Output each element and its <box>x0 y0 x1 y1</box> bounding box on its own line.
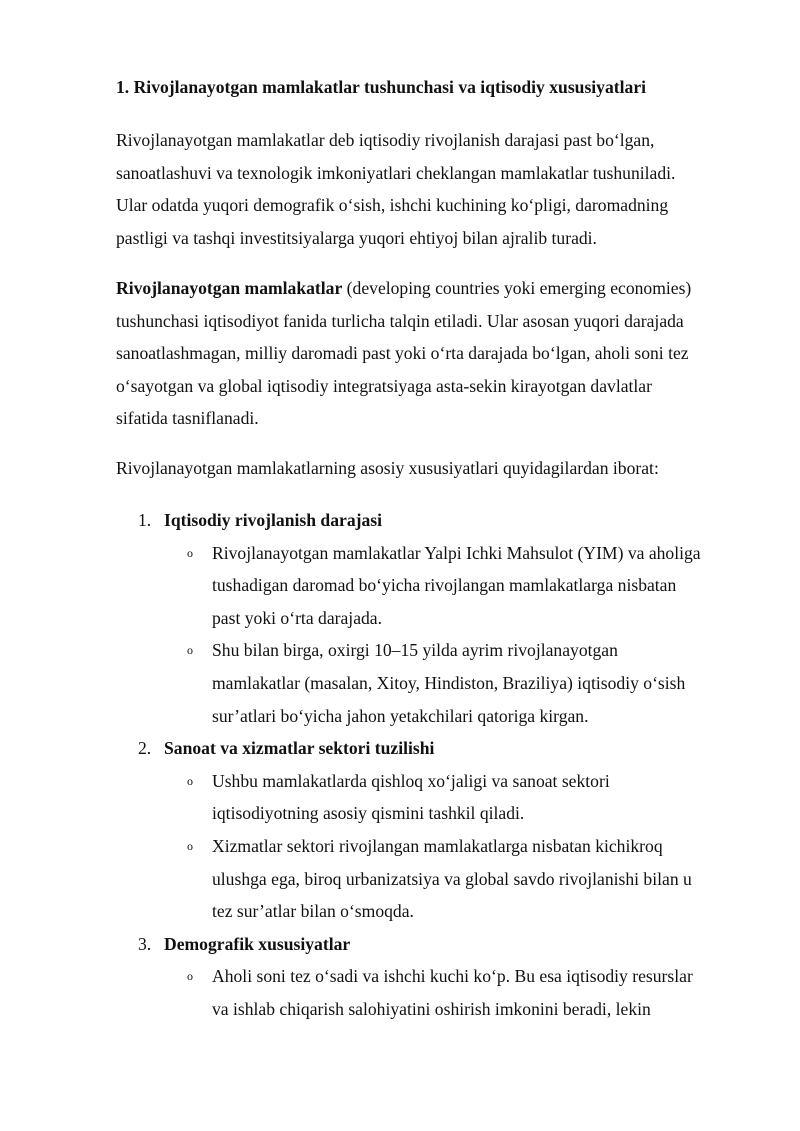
text-line: Ular odatda yuqori demografik oʻsish, ishchi kuchining koʻpligi, daromadning <box>116 195 669 216</box>
bold-term: Rivojlanayotgan mamlakatlar <box>116 278 343 298</box>
bullet-item <box>116 960 776 1025</box>
list-intro-paragraph <box>116 452 756 485</box>
text-line: tez sur’atlar bilan oʻsmoqda. <box>212 901 414 922</box>
text-line: Aholi soni tez oʻsadi va ishchi kuchi koʻp. Bu esa iqtisodiy resurslar <box>212 966 693 987</box>
list-item-title <box>116 504 776 537</box>
bullet-marker-icon: o <box>187 643 193 658</box>
text-line: sifatida tasniflanadi. <box>116 408 259 429</box>
definition-paragraph <box>116 272 756 435</box>
numbered-list <box>116 504 776 1026</box>
bullet-item <box>116 537 776 635</box>
text-line: Ushbu mamlakatlarda qishloq xoʻjaligi va sanoat sektori <box>212 770 610 791</box>
list-item-label: Demografik xususiyatlar <box>164 933 351 954</box>
bullet-list <box>116 537 776 733</box>
text-line: sanoatlashuvi va texnologik imkoniyatlari cheklangan mamlakatlar tushuniladi. <box>116 162 676 183</box>
text-line: sur’atlari boʻyicha jahon yetakchilari qatoriga kirgan. <box>212 705 589 726</box>
list-item <box>116 504 776 732</box>
bullet-marker-icon: o <box>187 545 193 560</box>
text-line: Shu bilan birga, oxirgi 10–15 yilda ayrim rivojlanayotgan <box>212 640 618 661</box>
text-line: mamlakatlar (masalan, Xitoy, Hindiston, Braziliya) iqtisodiy oʻsish <box>212 672 686 693</box>
list-item <box>116 928 776 1026</box>
bullet-marker-icon: o <box>187 838 193 853</box>
bullet-item <box>116 830 776 928</box>
list-item-title <box>116 928 776 961</box>
intro-paragraph <box>116 124 756 254</box>
section-heading: 1. Rivojlanayotgan mamlakatlar tushunchasi va iqtisodiy xususiyatlari <box>116 77 647 97</box>
text-line: va ishlab chiqarish salohiyatini oshirish imkonini beradi, lekin <box>212 998 651 1019</box>
text-line <box>116 272 756 305</box>
list-item <box>116 732 776 928</box>
text-line: tushadigan daromad boʻyicha rivojlangan mamlakatlarga nisbatan <box>212 575 677 596</box>
bullet-marker-icon: o <box>187 773 193 788</box>
text-line: oʻsayotgan va global iqtisodiy integratsiyaga asta-sekin kirayotgan davlatlar <box>116 375 652 396</box>
list-item-label: Sanoat va xizmatlar sektori tuzilishi <box>164 738 435 759</box>
text-line: ulushga ega, biroq urbanizatsiya va global savdo rivojlanishi bilan u <box>212 868 692 889</box>
text-line: Rivojlanayotgan mamlakatlar Yalpi Ichki Mahsulot (YIM) va aholiga <box>212 542 701 563</box>
bullet-list <box>116 765 776 928</box>
text-line: past yoki oʻrta darajada. <box>212 607 383 628</box>
list-number: 1. <box>138 510 152 530</box>
list-item-title <box>116 732 776 765</box>
bullet-marker-icon: o <box>187 969 193 984</box>
text-line: tushunchasi iqtisodiyot fanida turlicha talqin etiladi. Ular asosan yuqori darajada <box>116 310 684 331</box>
text-span: (developing countries yoki emerging economies) <box>342 278 692 298</box>
text-line: pastligi va tashqi investitsiyalarga yuqori ehtiyoj bilan ajralib turadi. <box>116 227 597 248</box>
list-item-label: Iqtisodiy rivojlanish darajasi <box>164 510 383 530</box>
text-line: Rivojlanayotgan mamlakatlar deb iqtisodiy rivojlanish darajasi past boʻlgan, <box>116 130 655 150</box>
bullet-list <box>116 960 776 1025</box>
bullet-item <box>116 765 776 830</box>
list-number: 3. <box>138 933 152 954</box>
bullet-item <box>116 634 776 732</box>
text-line: Xizmatlar sektori rivojlangan mamlakatlarga nisbatan kichikroq <box>212 835 663 856</box>
text-line: iqtisodiyotning asosiy qismini tashkil qiladi. <box>212 803 525 824</box>
text-line: sanoatlashmagan, milliy daromadi past yoki oʻrta darajada boʻlgan, aholi soni tez <box>116 343 689 364</box>
list-number: 2. <box>138 738 152 759</box>
text-line: Rivojlanayotgan mamlakatlarning asosiy xususiyatlari quyidagilardan iborat: <box>116 458 659 478</box>
